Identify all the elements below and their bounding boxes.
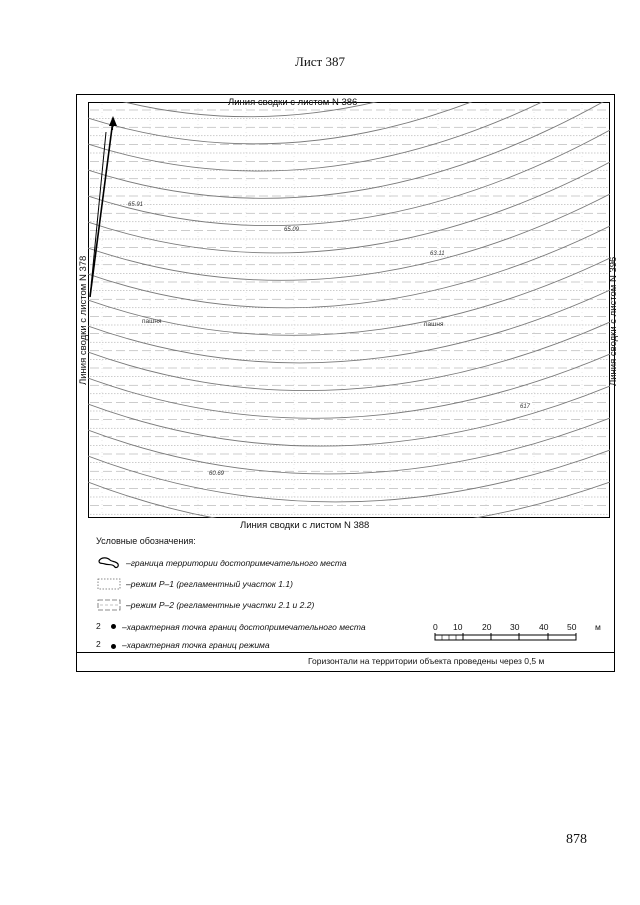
- contour-line: [88, 258, 610, 335]
- legend-point-number: 2: [96, 621, 101, 631]
- contour-line: [88, 162, 610, 253]
- edge-label-left: Линия сводки с листом N 378: [78, 255, 89, 385]
- contour-line: [88, 194, 610, 280]
- edge-label-top: Линия сводки с листом N 386: [228, 97, 358, 108]
- legend-point-number: 2: [96, 639, 101, 649]
- scale-tick-label: 0: [433, 622, 438, 632]
- contour-line: [88, 102, 610, 198]
- map-border: [89, 103, 610, 518]
- legend-title: Условные обозначения:: [96, 536, 196, 546]
- contour-line: [88, 418, 610, 474]
- regime-p1-icon: [96, 577, 122, 591]
- contour-lines: [88, 102, 610, 518]
- contour-line: [88, 450, 610, 502]
- elevation-label: 65.91: [128, 202, 144, 208]
- point-marker-icon: [111, 624, 116, 629]
- contour-line: [88, 482, 610, 518]
- elevation-label: 63.11: [430, 251, 445, 257]
- contour-line: [88, 226, 610, 308]
- legend-point-label: –характерная точка границ достопримечательного места: [122, 622, 366, 632]
- contour-line: [88, 130, 610, 226]
- north-arrow-icon: [90, 116, 117, 297]
- edge-label-bottom: Линия сводки с листом N 388: [240, 520, 370, 531]
- boundary-icon: [96, 556, 122, 570]
- page-number: 878: [566, 832, 587, 847]
- legend-item-label: –граница территории достопримечательного места: [126, 558, 347, 568]
- point-marker-icon: [111, 644, 116, 649]
- legend-item-label: –режим Р–2 (регламентные участки 2.1 и 2.2): [126, 600, 315, 610]
- scale-tick-label: 50: [567, 622, 577, 632]
- scale-bar: [433, 622, 603, 652]
- scale-tick-label: 10: [453, 622, 463, 632]
- elevation-label: 60.69: [209, 471, 225, 477]
- regime-p2-icon: [96, 598, 122, 612]
- scale-unit: м: [595, 622, 601, 632]
- scale-bar-graphic: [433, 622, 593, 652]
- map-canvas: [88, 102, 610, 518]
- scale-tick-label: 20: [482, 622, 492, 632]
- contour-interval-note: Горизонтали на территории объекта проведены через 0,5 м: [308, 656, 545, 666]
- contour-line: [88, 354, 610, 418]
- sheet-title: Лист 387: [295, 54, 345, 69]
- legend-point-label: –характерная точка границ режима: [122, 640, 270, 650]
- legend-separator: [76, 652, 615, 653]
- map-area[interactable]: [88, 102, 610, 518]
- contour-line: [88, 386, 610, 446]
- legend-item-label: –режим Р–1 (регламентный участок 1.1): [126, 579, 293, 589]
- scale-tick-label: 40: [539, 622, 549, 632]
- elevation-label: 65.09: [284, 227, 300, 233]
- scale-tick-label: 30: [510, 622, 520, 632]
- land-use-label: пашня: [142, 318, 162, 325]
- elevation-label: 617: [520, 404, 531, 410]
- contour-line: [88, 322, 610, 391]
- north-arrow-label: Y: [110, 123, 116, 132]
- land-use-label: пашня: [424, 321, 444, 328]
- edge-label-right: Линия сводки с листом N 396: [608, 256, 619, 386]
